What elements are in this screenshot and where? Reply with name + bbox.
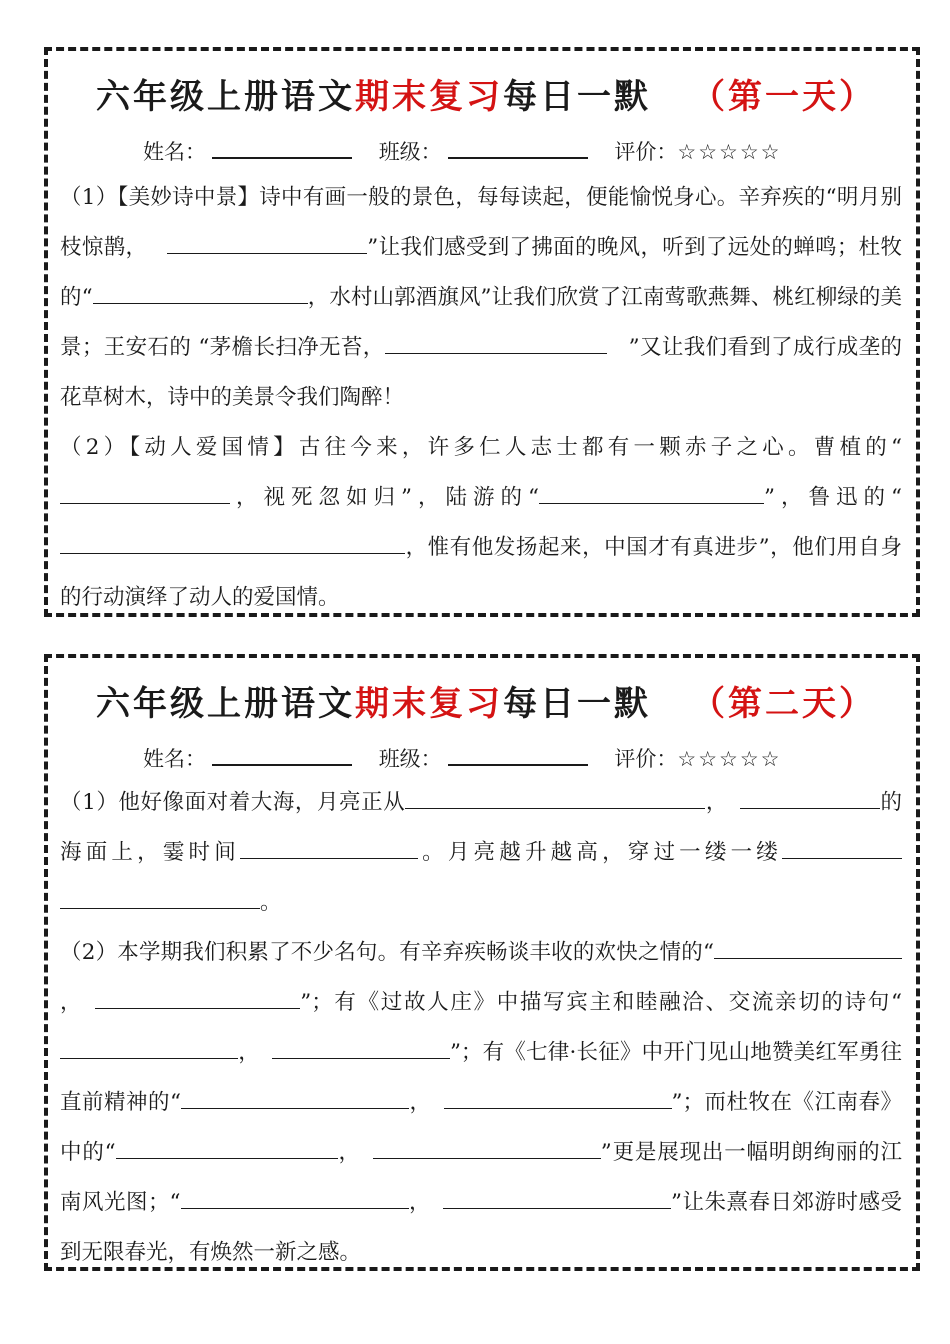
- title-grade: 六年级上册语文: [96, 77, 355, 117]
- answer-blank[interactable]: [167, 229, 367, 254]
- name-field[interactable]: [212, 746, 352, 766]
- class-field[interactable]: [448, 139, 588, 159]
- question-text: ，惟有他发扬起来，中国才有真进步”，他们用自身的行动演绎了动人的爱国情。: [60, 535, 902, 610]
- question-text: （2）本学期我们积累了不少名句。有辛弃疾畅谈丰收的欢快之情的“: [60, 940, 714, 965]
- answer-blank[interactable]: [272, 1034, 450, 1059]
- answer-blank[interactable]: [443, 1184, 671, 1209]
- question-text: 。月亮越升越高，穿过一缕一缕: [417, 840, 782, 865]
- answer-blank[interactable]: [60, 1034, 238, 1059]
- question-text: 的海面上，霎时间: [60, 790, 902, 865]
- question-text: （1）【美妙诗中景】诗中有画一般的景色，每每读起，便能愉悦身心。辛弃疾的“明月别枝惊鹊，: [60, 185, 902, 260]
- question-text: ，: [60, 990, 84, 1015]
- card-title: [48, 69, 924, 118]
- title-grade: 六年级上册语文: [96, 684, 355, 724]
- worksheet-card-day-2: [44, 654, 920, 1271]
- rating-stars[interactable]: ☆☆☆☆☆: [677, 140, 782, 164]
- question-text: ，: [337, 1140, 361, 1165]
- title-daily: 每日一默: [503, 684, 651, 724]
- question-section: [60, 173, 902, 623]
- title-review: 期末复习: [355, 77, 503, 117]
- answer-blank[interactable]: [181, 1084, 409, 1109]
- question-text: 。: [260, 890, 282, 915]
- question-section: [60, 778, 902, 1278]
- title-review: 期末复习: [355, 684, 503, 724]
- question-text: ”更是展现出一幅明朗绚丽的江南风光图；“: [60, 1140, 902, 1215]
- question-text: ，: [238, 1040, 260, 1065]
- card-title: [48, 676, 924, 725]
- student-info-row: [143, 743, 782, 773]
- answer-blank[interactable]: [539, 479, 764, 504]
- answer-blank[interactable]: [240, 834, 418, 859]
- question-text: ”；而杜牧在《江南春》中的“: [60, 1090, 902, 1165]
- title-day: （第一天）: [691, 77, 876, 117]
- answer-blank[interactable]: [373, 1134, 601, 1159]
- answer-blank[interactable]: [385, 329, 607, 354]
- question-text: ”；有《过故人庄》中描写宾主和睦融洽、交流亲切的诗句“: [300, 990, 902, 1015]
- answer-blank[interactable]: [60, 529, 230, 554]
- answer-blank[interactable]: [804, 934, 902, 959]
- name-label: 姓名：: [143, 747, 206, 771]
- answer-blank[interactable]: [782, 834, 902, 859]
- question-text: （1）他好像面对着大海，月亮正从: [60, 790, 406, 815]
- title-day: （第二天）: [691, 684, 876, 724]
- answer-blank[interactable]: [405, 784, 705, 809]
- answer-blank[interactable]: [740, 784, 880, 809]
- question-text: ，视死忽如归”，陆游的“: [230, 485, 540, 510]
- worksheet-card-day-1: [44, 47, 920, 617]
- name-field[interactable]: [212, 139, 352, 159]
- class-field[interactable]: [448, 746, 588, 766]
- question-2: [60, 928, 902, 1278]
- question-text: ，水村山郭酒旗风”让我们欣赏了江南莺歌燕舞、桃红柳绿的美景；王安石的 “茅檐长扫净无苔，: [60, 285, 903, 360]
- answer-blank[interactable]: [116, 1134, 338, 1159]
- evaluation-label: 评价：: [614, 140, 678, 164]
- question-2: [60, 423, 902, 623]
- student-info-row: [143, 136, 782, 166]
- question-text: ，: [705, 790, 728, 815]
- question-1: [60, 778, 902, 928]
- answer-blank[interactable]: [60, 884, 260, 909]
- question-1: [60, 173, 902, 423]
- answer-blank[interactable]: [230, 529, 405, 554]
- title-daily: 每日一默: [503, 77, 651, 117]
- answer-blank[interactable]: [444, 1084, 672, 1109]
- question-text: ”让我们感受到了拂面的晚风，听到了远处的蝉鸣；杜牧的“: [60, 235, 902, 310]
- rating-stars[interactable]: ☆☆☆☆☆: [677, 747, 782, 771]
- question-text: ”；有《七律·长征》中开门见山地赞美红军勇往直前精神的“: [60, 1040, 902, 1115]
- question-text: （2）【动人爱国情】古往今来，许多仁人志士都有一颗赤子之心。曹植的“: [60, 435, 902, 460]
- answer-blank[interactable]: [95, 984, 300, 1009]
- answer-blank[interactable]: [60, 479, 230, 504]
- question-text: ”，鲁迅的“: [764, 485, 903, 510]
- question-text: ，: [409, 1090, 432, 1115]
- question-text: ”又让我们看到了成行成垄的花草树木，诗中的美景令我们陶醉！: [60, 335, 902, 410]
- answer-blank[interactable]: [93, 279, 308, 304]
- name-label: 姓名：: [143, 140, 206, 164]
- class-label: 班级：: [378, 140, 442, 164]
- class-label: 班级：: [378, 747, 442, 771]
- evaluation-label: 评价：: [614, 747, 678, 771]
- question-text: ，: [408, 1190, 431, 1215]
- answer-blank[interactable]: [714, 934, 804, 959]
- question-text: ”让朱熹春日郊游时感受到无限春光，有焕然一新之感。: [60, 1190, 902, 1265]
- answer-blank[interactable]: [181, 1184, 409, 1209]
